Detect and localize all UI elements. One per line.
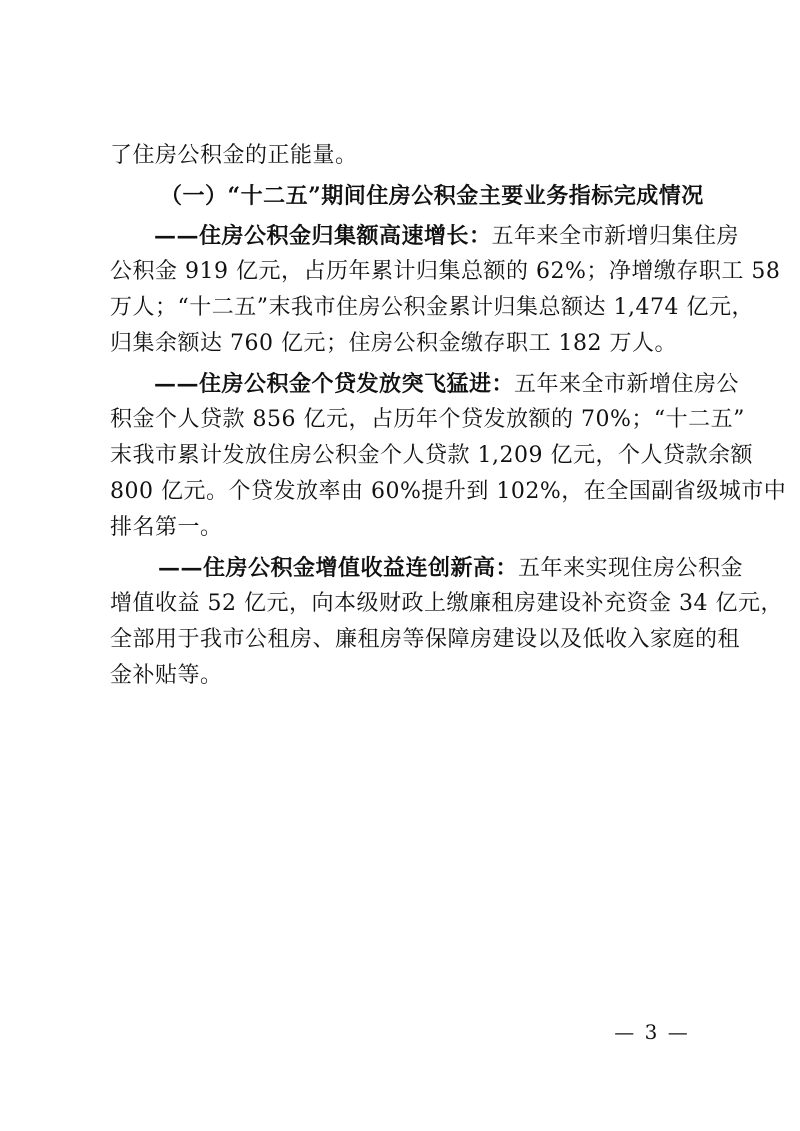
intro-tail-line: 了住房公积金的正能量。 (110, 143, 358, 168)
paragraph-text: 五年来全市新增归集住房 (491, 224, 740, 249)
document-body (110, 138, 787, 698)
paragraph-line: 全部用于我市公租房、廉租房等保障房建设以及低收入家庭的租 (110, 627, 741, 652)
paragraph-collection-growth (110, 218, 781, 362)
paragraph-line: 积金个人贷款 856 亿元，占历年个贷发放额的 70%；“十二五” (110, 407, 745, 432)
paragraph-line: 公积金 919 亿元，占历年累计归集总额的 62%；净增缴存职工 58 (110, 259, 781, 284)
paragraph-lead: ——住房公积金增值收益连创新高： (158, 555, 519, 581)
paragraph-line: 末我市累计发放住房公积金个人贷款 1,209 亿元，个人贷款余额 (110, 443, 753, 468)
paragraph-first-line (110, 218, 740, 254)
paragraph-line: 增值收益 52 亿元，向本级财政上缴廉租房建设补充资金 34 亿元， (110, 591, 783, 616)
paragraph-line: 归集余额达 760 亿元；住房公积金缴存职工 182 万人。 (110, 331, 677, 356)
paragraph-text: 五年来实现住房公积金 (518, 556, 744, 581)
paragraph-lead: ——住房公积金归集额高速增长： (154, 223, 492, 249)
paragraph-first-line (110, 366, 740, 402)
paragraph-first-line (110, 550, 744, 586)
paragraph-line: 排名第一。 (110, 515, 223, 540)
paragraph-line: 万人；“十二五”末我市住房公积金累计归集总额达 1,474 亿元， (110, 295, 754, 320)
paragraph-text: 五年来全市新增住房公 (514, 372, 740, 397)
paragraph-line: 金补贴等。 (110, 663, 223, 688)
paragraph-lead: ——住房公积金个贷发放突飞猛进： (154, 371, 515, 397)
paragraph-value-added-income (110, 550, 783, 694)
paragraph-loan-growth (110, 366, 787, 546)
section-heading: （一）“十二五”期间住房公积金主要业务指标完成情况 (160, 183, 704, 209)
paragraph-line: 800 亿元。个贷发放率由 60%提升到 102%，在全国副省级城市中 (110, 479, 787, 504)
page-number: — 3 — (614, 1020, 690, 1044)
